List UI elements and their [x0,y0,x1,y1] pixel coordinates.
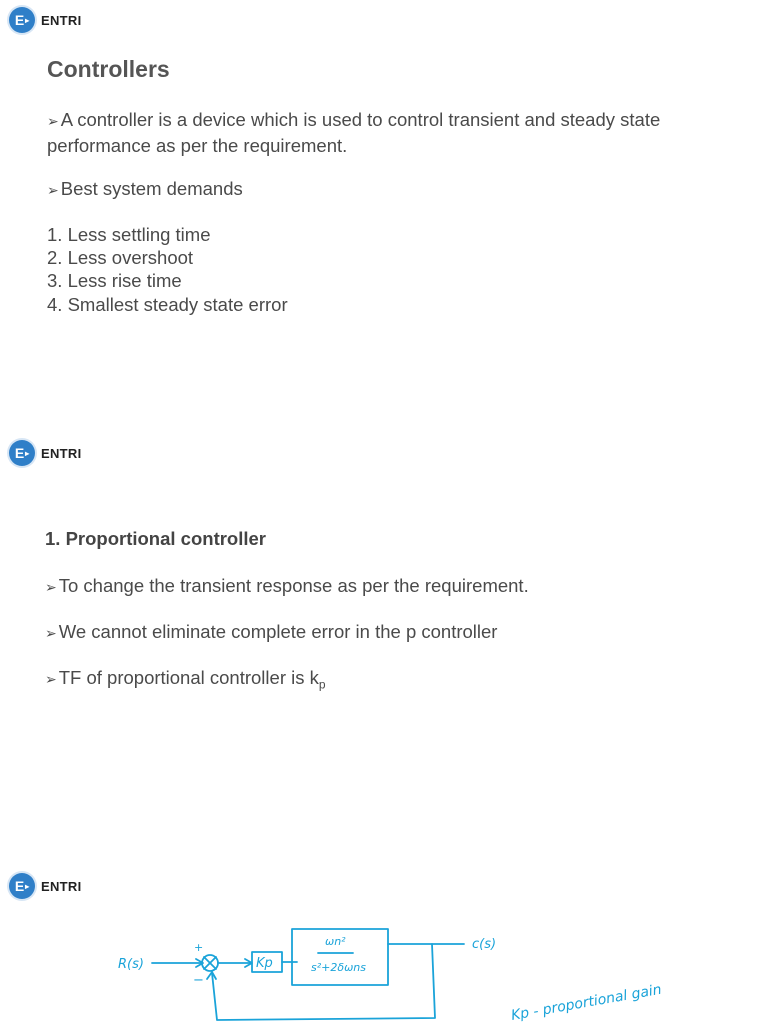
minus-sign: − [193,973,204,988]
list-item: 3. Less rise time [47,270,182,292]
bullet-text: Best system demands [60,178,243,199]
slide-title: Controllers [47,56,170,82]
bullet-arrow-icon: ➢ [47,113,59,129]
bullet-arrow-icon: ➢ [47,182,59,198]
list-item: 2. Less overshoot [47,247,194,269]
bullet-line: ➢ We cannot eliminate complete error in the p controller [45,621,498,642]
feedback-path [212,944,435,1020]
section-heading: 1. Proportional controller [45,528,266,549]
bullet-line: ➢ TF of proportional controller is $k_p$ [45,667,326,692]
bullet-arrow-icon: ➢ [45,671,57,687]
entri-logo-text: ENTRI [41,878,82,894]
entri-logo [9,7,82,33]
entri-logo-icon: E ▸ [9,873,35,899]
demands-list [47,223,288,316]
bullet-paragraph [47,177,243,203]
bullet-text: A controller is a device which is used to control transient and steady state performance as per the requirement. [47,109,661,156]
bullet-arrow-icon: ➢ [45,579,57,595]
gain-note: Kp - proportional gain [509,981,663,1024]
list-item: 1. Less settling time [47,224,211,245]
input-label: R(s) [118,957,144,972]
slide-block-diagram [0,860,768,1024]
plus-sign: + [194,941,204,954]
plant-denominator: s²+2δωns [311,961,366,974]
bullet-line: ➢ To change the transient response as per the requirement. [45,575,529,596]
bullet-paragraph [47,108,687,157]
entri-logo-icon: E ▸ [9,7,35,33]
output-label: c(s) [472,937,497,952]
bullet-arrow-icon: ➢ [45,625,57,641]
gain-label: Kp [256,956,273,971]
entri-logo [9,440,82,466]
slide-controllers [0,0,768,420]
list-item: 4. Smallest steady state error [47,293,288,315]
block-diagram [0,860,768,1024]
entri-logo-text: ENTRI [41,445,82,461]
entri-logo-text: ENTRI [41,12,82,28]
plant-numerator: ωn² [325,935,346,948]
entri-logo-icon: E ▸ [9,440,35,466]
subscript: p [318,677,326,692]
slide-proportional-controller [0,420,768,860]
